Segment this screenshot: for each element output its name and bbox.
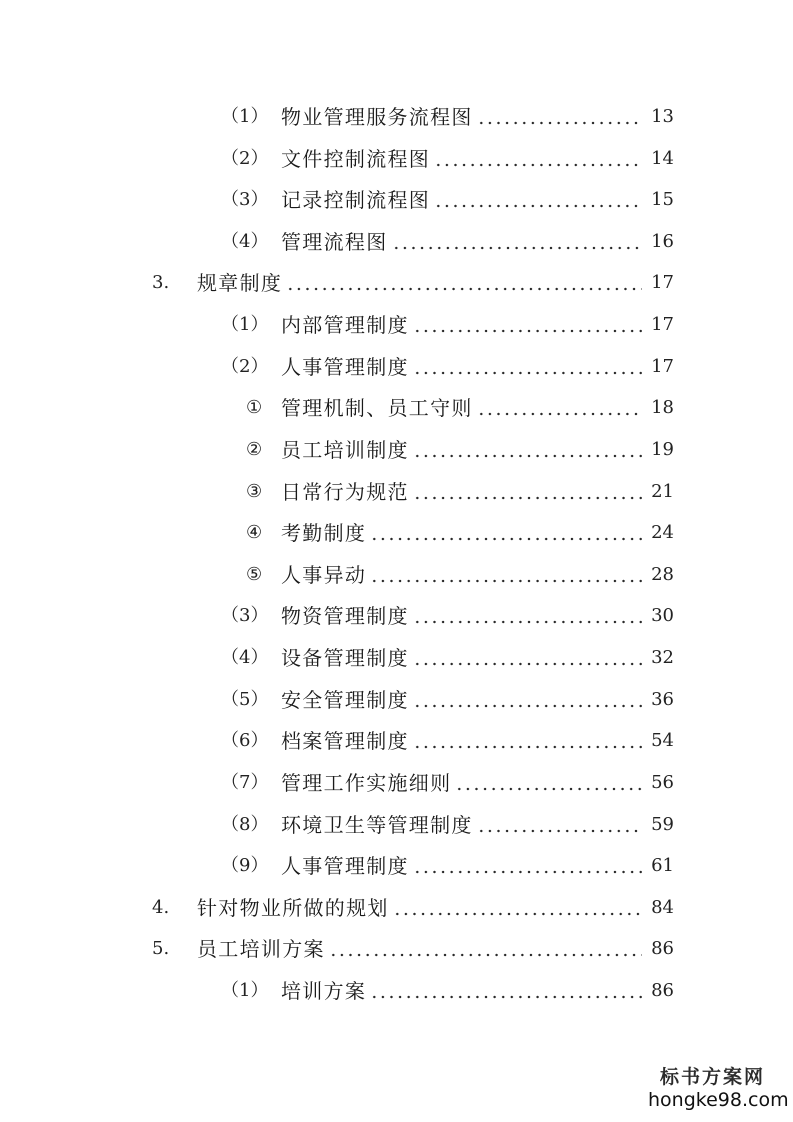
toc-entry-page-number: 61 — [651, 855, 674, 877]
toc-entry-title: 培训方案 — [281, 979, 367, 1004]
toc-entry-page-number: 18 — [651, 397, 674, 419]
toc-entry-title: 文件控制流程图 — [281, 146, 431, 171]
toc-entry — [246, 561, 674, 589]
toc-entry-title: 员工培训方案 — [197, 937, 325, 962]
toc-entry-title: 物业管理服务流程图 — [281, 105, 473, 129]
toc-entry — [246, 478, 674, 506]
dot-leader — [411, 620, 642, 624]
toc-entry-number: （6） — [221, 730, 269, 752]
dot-leader — [411, 454, 642, 458]
toc-entry — [221, 644, 674, 672]
dot-leader — [391, 912, 642, 916]
toc-entry-title: 日常行为规范 — [281, 479, 409, 504]
dot-leader — [475, 412, 642, 416]
toc-entry-number: 3. — [152, 272, 170, 294]
toc-entry-number: （9） — [221, 855, 269, 877]
dot-leader — [368, 995, 642, 999]
toc-entry-page-number: 24 — [651, 522, 674, 544]
dot-leader — [411, 371, 642, 375]
toc-entry — [221, 811, 674, 839]
toc-entry — [152, 935, 674, 963]
toc-entry-page-number: 19 — [651, 438, 674, 460]
toc-entry-title: 考勤制度 — [281, 521, 367, 546]
dot-leader — [432, 204, 642, 208]
toc-entry-title: 员工培训制度 — [281, 437, 409, 462]
toc-entry-page-number: 21 — [651, 480, 674, 502]
toc-entry-page-number: 14 — [651, 147, 674, 169]
toc-entry-number: （5） — [221, 688, 269, 710]
watermark-brand: 标书方案网 — [660, 1066, 766, 1088]
toc-entry — [152, 269, 674, 297]
toc-entry-title: 管理流程图 — [281, 229, 388, 254]
toc-entry — [221, 769, 674, 797]
dot-leader — [327, 953, 642, 957]
toc-entry-number: 4. — [152, 896, 170, 918]
toc-entry-page-number: 15 — [651, 189, 674, 211]
toc-entry — [246, 519, 674, 547]
dot-leader — [411, 870, 642, 874]
toc-entry — [221, 977, 674, 1005]
toc-entry-page-number: 86 — [651, 938, 674, 960]
toc-entry — [221, 186, 674, 214]
toc-entry-title: 环境卫生等管理制度 — [281, 812, 473, 837]
toc-entry-number: （8） — [221, 813, 269, 835]
dot-leader — [368, 579, 642, 583]
toc-entry-title: 规章制度 — [197, 271, 283, 296]
watermark-url: hongke98.com — [648, 1089, 789, 1111]
toc-entry-number: （1） — [221, 314, 269, 336]
toc-entry-number: ⑤ — [246, 563, 263, 585]
dot-leader — [368, 537, 642, 541]
toc-entry — [246, 436, 674, 464]
toc-entry-page-number: 54 — [651, 730, 674, 752]
dot-leader — [432, 163, 642, 167]
toc-entry-number: ③ — [246, 480, 263, 502]
toc-entry-number: （1） — [221, 106, 269, 127]
dot-leader — [475, 829, 642, 833]
toc-entry — [152, 894, 674, 922]
toc-entry-page-number: 17 — [651, 272, 674, 294]
dot-leader — [411, 662, 642, 666]
toc-entry — [221, 852, 674, 880]
toc-entry-title: 记录控制流程图 — [281, 188, 431, 213]
toc-entry — [221, 103, 674, 131]
toc-entry-title: 人事管理制度 — [281, 354, 409, 379]
dot-leader — [284, 287, 642, 291]
dot-leader — [411, 329, 642, 333]
toc-entry-number: ① — [246, 397, 263, 419]
toc-entry — [246, 394, 674, 422]
toc-entry-page-number: 28 — [651, 563, 674, 585]
dot-leader — [453, 787, 642, 791]
dot-leader — [411, 704, 642, 708]
toc-entry-title: 人事管理制度 — [281, 854, 409, 879]
toc-entry-number: （4） — [221, 230, 269, 252]
toc-entry-page-number: 32 — [651, 647, 674, 669]
toc-entry-title: 内部管理制度 — [281, 313, 409, 338]
toc-entry-page-number: 56 — [651, 771, 674, 793]
toc-entry-title: 人事异动 — [281, 562, 367, 587]
toc-entry-page-number: 17 — [651, 355, 674, 377]
toc-entry-number: ④ — [246, 522, 263, 544]
toc-entry-page-number: 13 — [651, 106, 674, 127]
dot-leader — [411, 745, 642, 749]
toc-entry-title: 物资管理制度 — [281, 604, 409, 629]
toc-entry-number: （3） — [221, 189, 269, 211]
toc-entry-number: （7） — [221, 771, 269, 793]
toc-entry-number: （4） — [221, 647, 269, 669]
toc-entry-title: 管理机制、员工守则 — [281, 396, 473, 421]
toc-entry-title: 设备管理制度 — [281, 646, 409, 671]
toc-entry — [221, 228, 674, 256]
toc-entry-page-number: 59 — [651, 813, 674, 835]
toc-entry-page-number: 30 — [651, 605, 674, 627]
toc-entry-number: （1） — [221, 980, 269, 1002]
dot-leader — [475, 121, 642, 125]
toc-entry-title: 针对物业所做的规划 — [197, 895, 389, 920]
toc-entry-title: 管理工作实施细则 — [281, 770, 452, 795]
toc-entry-title: 安全管理制度 — [281, 687, 409, 712]
toc-entry-number: （2） — [221, 355, 269, 377]
toc-entry — [221, 353, 674, 381]
toc-entry-title: 档案管理制度 — [281, 729, 409, 754]
toc-entry-page-number: 36 — [651, 688, 674, 710]
toc-entry-page-number: 86 — [651, 980, 674, 1002]
toc-entry — [221, 145, 674, 173]
toc-entry-page-number: 84 — [651, 896, 674, 918]
toc-entry-page-number: 17 — [651, 314, 674, 336]
dot-leader — [390, 246, 643, 250]
toc-entry — [221, 727, 674, 755]
toc-entry — [221, 686, 674, 714]
toc-entry — [221, 311, 674, 339]
toc-entry-number: ② — [246, 438, 263, 460]
toc-entry-number: 5. — [152, 938, 170, 960]
toc-entry — [221, 602, 674, 630]
toc-entry-number: （2） — [221, 147, 269, 169]
toc-entry-page-number: 16 — [651, 230, 674, 252]
dot-leader — [411, 496, 642, 500]
toc-entry-number: （3） — [221, 605, 269, 627]
